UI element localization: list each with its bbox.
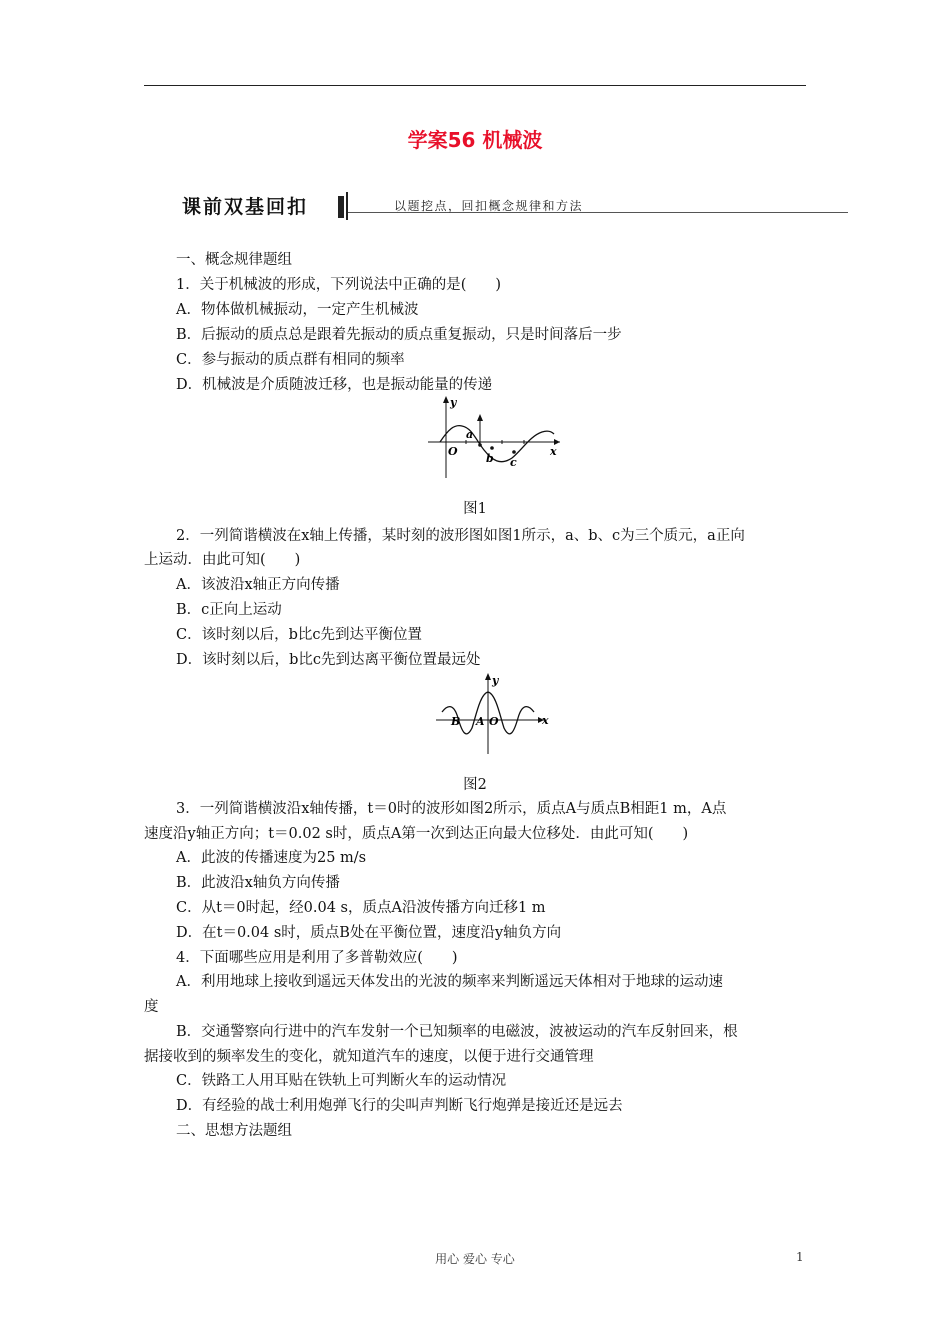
figure-1-wave <box>420 392 570 484</box>
figure-2-caption: 图2 <box>463 777 487 793</box>
option-a-cont: 度 <box>144 999 159 1015</box>
option-c: C．从t＝0时起，经0.04 s，质点A沿波传播方向迁移1 m <box>176 900 546 916</box>
question-stem-cont: 速度沿y轴正方向；t＝0.02 s时，质点A第一次到达正向最大位移处．由此可知( ) <box>144 826 689 842</box>
option-a: A．该波沿x轴正方向传播 <box>176 577 340 593</box>
question-stem: 4．下面哪些应用是利用了多普勒效应( ) <box>176 950 458 966</box>
fig1-point-c: c <box>510 456 517 469</box>
fig2-x-label: x <box>542 714 549 727</box>
option-c: C．该时刻以后，b比c先到达平衡位置 <box>176 627 422 643</box>
page-title: 学案56 机械波 <box>407 128 543 152</box>
option-a: A．物体做机械振动，一定产生机械波 <box>176 302 419 318</box>
page-number: 1 <box>796 1250 804 1264</box>
banner-label: 课前双基回扣 <box>182 196 309 218</box>
banner-subtitle: 以题挖点，回扣概念规律和方法 <box>394 199 584 213</box>
option-c: C．参与振动的质点群有相同的频率 <box>176 352 405 368</box>
fig2-y-label: y <box>492 674 499 687</box>
fig2-point-a: A <box>476 715 485 728</box>
option-c: C．铁路工人用耳贴在铁轨上可判断火车的运动情况 <box>176 1073 507 1089</box>
fig1-x-label: x <box>550 445 557 458</box>
option-d: D．机械波是介质随波迁移，也是振动能量的传递 <box>176 377 493 393</box>
fig1-point-a: a <box>466 428 474 441</box>
section-heading: 二、思想方法题组 <box>176 1123 292 1139</box>
option-b-cont: 据接收到的频率发生的变化，就知道汽车的速度，以便于进行交通管理 <box>144 1049 594 1065</box>
question-stem: 2．一列简谐横波在x轴上传播，某时刻的波形图如图1所示，a、b、c为三个质元，a正向 <box>176 528 745 544</box>
fig1-origin-label: O <box>448 445 458 458</box>
question-stem: 3．一列简谐横波沿x轴传播，t＝0时的波形如图2所示，质点A与质点B相距1 m，A点 <box>176 801 727 817</box>
footer-text: 用心 爱心 专心 <box>435 1252 515 1266</box>
option-b: B．后振动的质点总是跟着先振动的质点重复振动，只是时间落后一步 <box>176 327 622 343</box>
fig2-origin-label: O <box>489 715 499 728</box>
question-stem: 1．关于机械波的形成，下列说法中正确的是( ) <box>176 277 502 293</box>
option-b: B．此波沿x轴负方向传播 <box>176 875 340 891</box>
option-d: D．在t＝0.04 s时，质点B处在平衡位置，速度沿y轴负方向 <box>176 925 562 941</box>
option-a: A．此波的传播速度为25 m/s <box>176 850 367 866</box>
section-banner <box>170 192 850 220</box>
option-a: A．利用地球上接收到遥远天体发出的光波的频率来判断遥远天体相对于地球的运动速 <box>176 974 723 990</box>
question-stem-cont: 上运动．由此可知( ) <box>144 552 301 568</box>
option-d: D．有经验的战士利用炮弹飞行的尖叫声判断飞行炮弹是接近还是远去 <box>176 1098 623 1114</box>
figure-2-wave <box>432 670 558 756</box>
header-rule <box>144 85 806 86</box>
banner-bar <box>338 196 344 218</box>
fig1-point-b: b <box>486 452 494 465</box>
option-d: D．该时刻以后，b比c先到达离平衡位置最远处 <box>176 652 481 668</box>
figure-1-caption: 图1 <box>463 501 487 517</box>
section-heading: 一、概念规律题组 <box>176 252 292 268</box>
option-b: B．交通警察向行进中的汽车发射一个已知频率的电磁波，波被运动的汽车反射回来，根 <box>176 1024 738 1040</box>
banner-bar-thin <box>346 192 348 220</box>
option-b: B．c正向上运动 <box>176 602 282 618</box>
fig2-point-b: B <box>451 715 461 728</box>
fig1-y-label: y <box>450 396 457 409</box>
